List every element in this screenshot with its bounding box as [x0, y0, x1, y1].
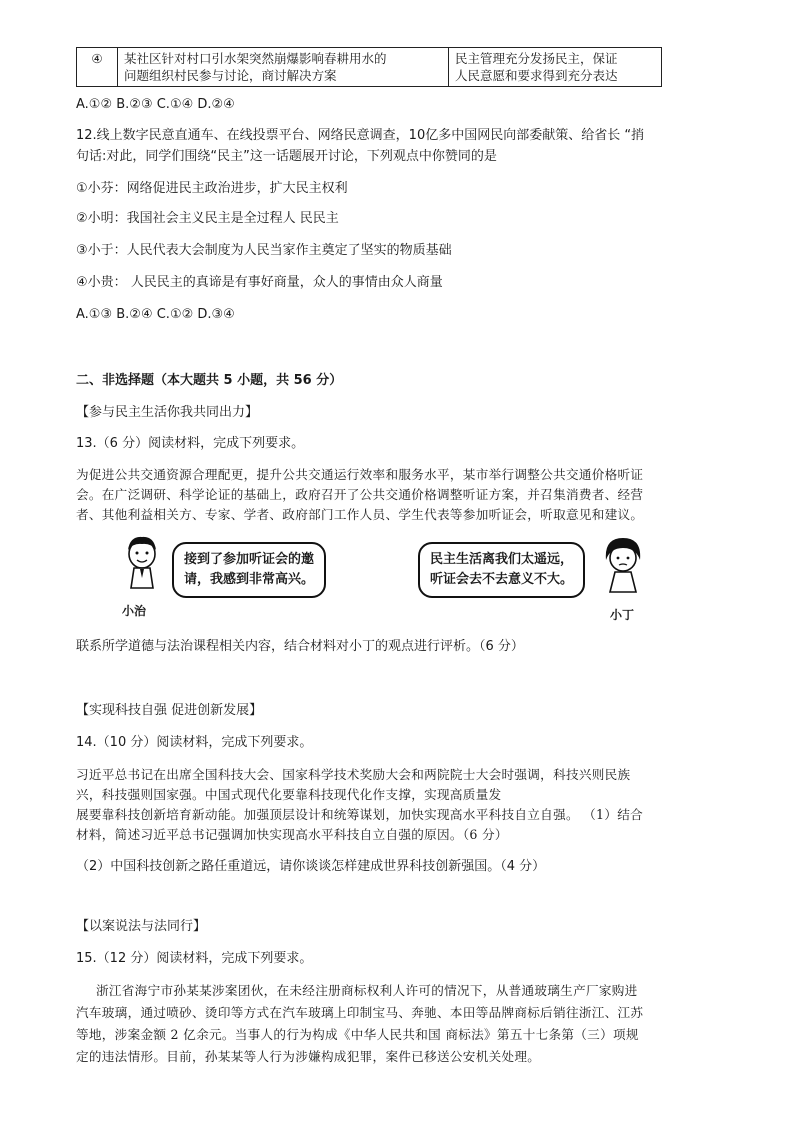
bubble-text: 听证会去不去意义不大。	[430, 572, 574, 587]
case-cell	[118, 48, 449, 87]
q14-question-2: （2）中国科技创新之路任重道远，请你谈谈怎样建成世界科技创新强国。（4 分）	[76, 859, 546, 874]
view-line: 民主管理充分发扬民主，保证	[455, 51, 618, 66]
q13-material: 者、其他利益相关方、专家、学者、政府部门工作人员、学生代表等参加听证会，听取意见和建议。	[76, 507, 644, 522]
q12-option-4: ④小贵： 人民民主的真谛是有事好商量，众人的事情由众人商量	[76, 275, 443, 290]
q12-option-3: ③小于：人民代表大会制度为人民当家作主奠定了坚实的物质基础	[76, 243, 452, 258]
q13-stem: 13.（6 分）阅读材料，完成下列要求。	[76, 436, 305, 451]
q15-material: 等地，涉案金额 2 亿余元。当事人的行为构成《中华人民共和国 商标法》第五十七条第（三）项规	[76, 1027, 639, 1042]
q12-option-1: ①小芬：网络促进民主政治进步，扩大民主权利	[76, 181, 348, 196]
bubble-text: 接到了参加听证会的邀	[184, 552, 315, 567]
q14-material: 展要靠科技创新培育新动能。加强顶层设计和统筹谋划，加快实现高水平科技自立自强。 （1）结合	[76, 807, 644, 822]
girl-figure-icon	[600, 536, 646, 598]
q13-question: 联系所学道德与法治课程相关内容，结合材料对小丁的观点进行评析。（6 分）	[76, 639, 524, 654]
q14-material: 材料，简述习近平总书记强调加快实现高水平科技自立自强的原因。（6 分）	[76, 827, 508, 842]
q13-material: 会。在广泛调研、科学论证的基础上，政府召开了公共交通价格调整听证方案，并召集消费者、经营	[76, 487, 644, 502]
speech-bubble-left	[172, 542, 326, 598]
q14-stem: 14.（10 分）阅读材料，完成下列要求。	[76, 735, 313, 750]
q15-heading: 【以案说法与法同行】	[76, 919, 207, 934]
q14-heading: 【实现科技自强 促进创新发展】	[76, 703, 263, 718]
q11-options: A.①② B.②③ C.①④ D.②④	[76, 97, 235, 112]
name-right: 小丁	[610, 608, 635, 622]
q12-stem: 12.线上数字民意直通车、在线投票平台、网络民意调查，10亿多中国网民向部委献策、给省长 “捎	[76, 128, 645, 143]
q15-material: 汽车玻璃，通过喷砂、烫印等方式在汽车玻璃上印制宝马、奔驰、本田等品牌商标后销往浙江、江苏	[76, 1005, 644, 1020]
q15-stem: 15.（12 分）阅读材料，完成下列要求。	[76, 951, 313, 966]
name-left: 小治	[122, 604, 147, 618]
q12-option-2: ②小明：我国社会主义民主是全过程人 民民主	[76, 211, 339, 226]
row-number: ④	[77, 48, 118, 87]
q15-material: 定的违法情形。目前，孙某某等人行为涉嫌构成犯罪，案件已移送公安机关处理。	[76, 1049, 541, 1064]
q14-material: 兴，科技强则国家强。中国式现代化要靠科技现代化作支撑，实现高质量发	[76, 787, 502, 802]
q15-material: 浙江省海宁市孙某某涉案团伙，在未经注册商标权利人许可的情况下，从普通玻璃生产厂家购进	[96, 983, 638, 998]
section-title: 二、非选择题（本大题共 5 小题，共 56 分）	[76, 373, 343, 388]
boy-figure-icon	[118, 534, 166, 594]
q14-material: 习近平总书记在出席全国科技大会、国家科学技术奖励大会和两院院士大会时强调，科技兴则民族	[76, 767, 631, 782]
q12-stem: 句话:对此，同学们围绕“民主”这一话题展开讨论，下列观点中你赞同的是	[76, 149, 497, 164]
q13-material: 为促进公共交通资源合理配更，提升公共交通运行效率和服务水平，某市举行调整公共交通价格听证	[76, 467, 644, 482]
view-cell	[449, 48, 662, 87]
q13-heading: 【参与民主生活你我共同出力】	[76, 405, 259, 420]
table-row	[77, 48, 662, 87]
bubble-text: 民主生活离我们太遥远，	[430, 552, 574, 567]
bubble-text: 请，我感到非常高兴。	[184, 572, 315, 587]
q11-table	[76, 47, 662, 87]
q12-options: A.①③ B.②④ C.①② D.③④	[76, 307, 235, 322]
view-line: 人民意愿和要求得到充分表达	[455, 68, 618, 83]
cartoon-illustration	[110, 528, 650, 628]
case-line: 某社区针对村口引水架突然崩爆影响春耕用水的	[124, 51, 387, 66]
case-line: 问题组织村民参与讨论，商讨解决方案	[124, 68, 337, 83]
speech-bubble-right	[418, 542, 585, 598]
